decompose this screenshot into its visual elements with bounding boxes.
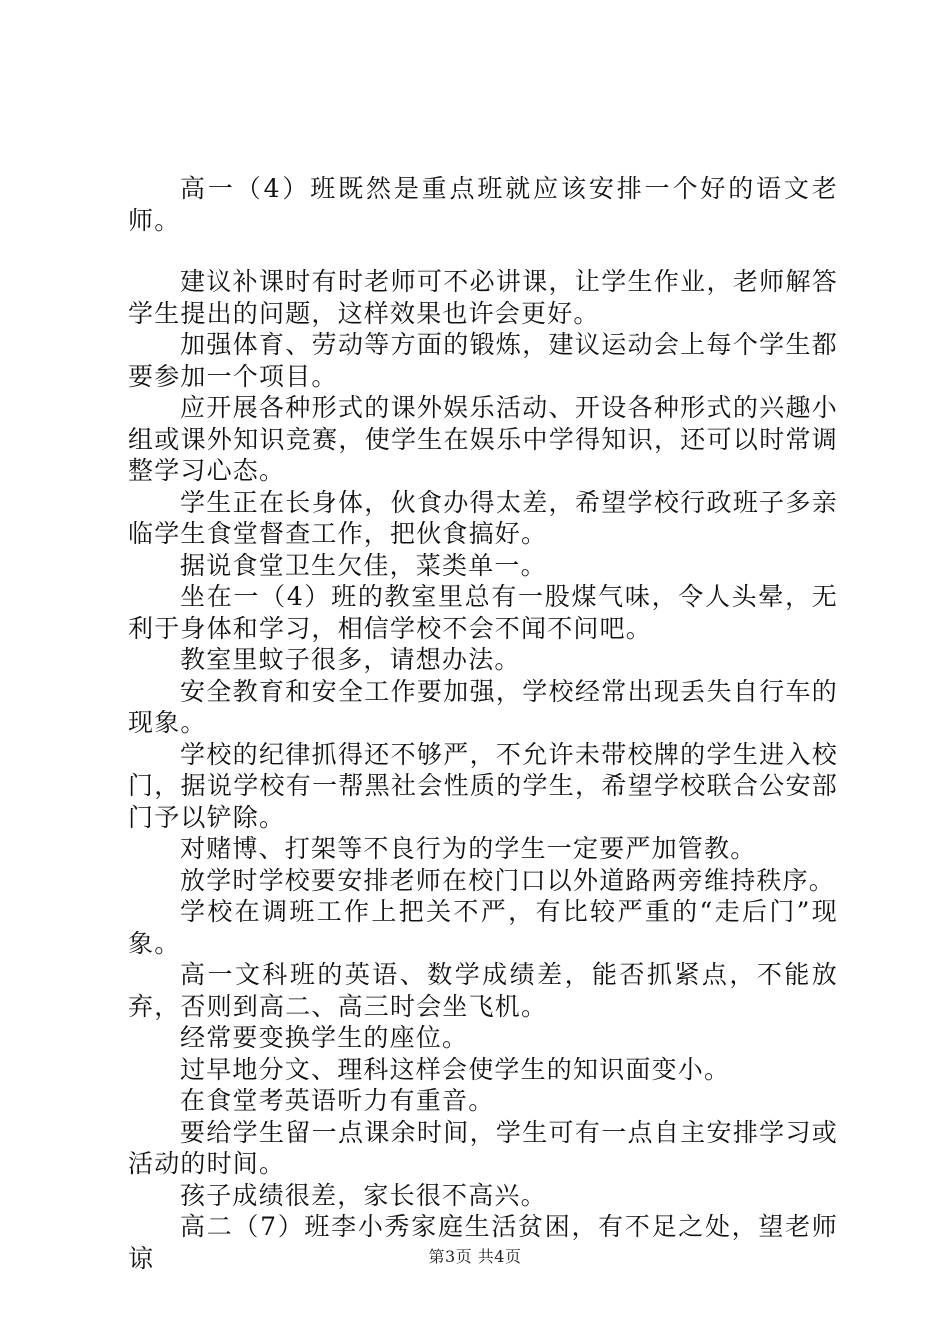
paragraph: 坐在一（4）班的教室里总有一股煤气味，令人头晕，无利于身体和学习，相信学校不会不闻不问吧。 [128,582,838,643]
paragraph: 安全教育和安全工作要加强，学校经常出现丢失自行车的现象。 [128,676,838,737]
paragraph: 放学时学校要安排老师在校门口以外道路两旁维持秩序。 [180,865,836,895]
paragraph: 教室里蚊子很多，请想办法。 [180,645,521,674]
paragraph: 高二（7）班李小秀家庭生活贫困，有不足之处，望老师谅 [128,1212,838,1273]
paragraph: 据说食堂卫生欠佳，菜类单一。 [180,550,547,580]
paragraph: 学校在调班工作上把关不严，有比较严重的“走后门”现象。 [128,897,838,958]
document-body [128,173,838,1274]
paragraph: 过早地分文、理科这样会使学生的知识面变小。 [180,1054,731,1084]
paragraph: 学生正在长身体，伙食办得太差，希望学校行政班子多亲临学生食堂督查工作，把伙食搞好。 [128,487,838,548]
paragraph: 建议补课时有时老师可不必讲课，让学生作业，老师解答学生提出的问题，这样效果也许会更好。 [128,267,838,328]
paragraph: 孩子成绩很差，家长很不高兴。 [180,1180,547,1210]
paragraph: 经常要变换学生的座位。 [180,1023,469,1052]
paragraph: 对赌博、打架等不良行为的学生一定要严加管教。 [180,834,757,863]
paragraph: 学校的纪律抓得还不够严，不允许未带校牌的学生进入校门，据说学校有一帮黑社会性质的学生，希望学校联合公安部门予以铲除。 [128,739,838,832]
paragraph: 在食堂考英语听力有重音。 [180,1086,495,1115]
paragraph: 要给学生留一点课余时间，学生可有一点自主安排学习或活动的时间。 [128,1117,838,1178]
paragraph: 加强体育、劳动等方面的锻炼，建议运动会上每个学生都要参加一个项目。 [128,330,838,391]
paragraph: 应开展各种形式的课外娱乐活动、开设各种形式的兴趣小组或课外知识竞赛，使学生在娱乐中学得知识，还可以时常调整学习心态。 [128,393,838,485]
page-number-footer: 第3页 共4页 [428,1247,522,1266]
paragraph: 高一（4）班既然是重点班就应该安排一个好的语文老师。 [128,174,838,235]
paragraph: 高一文科班的英语、数学成绩差，能否抓紧点，不能放弃，否则到高二、高三时会坐飞机。 [128,960,838,1021]
